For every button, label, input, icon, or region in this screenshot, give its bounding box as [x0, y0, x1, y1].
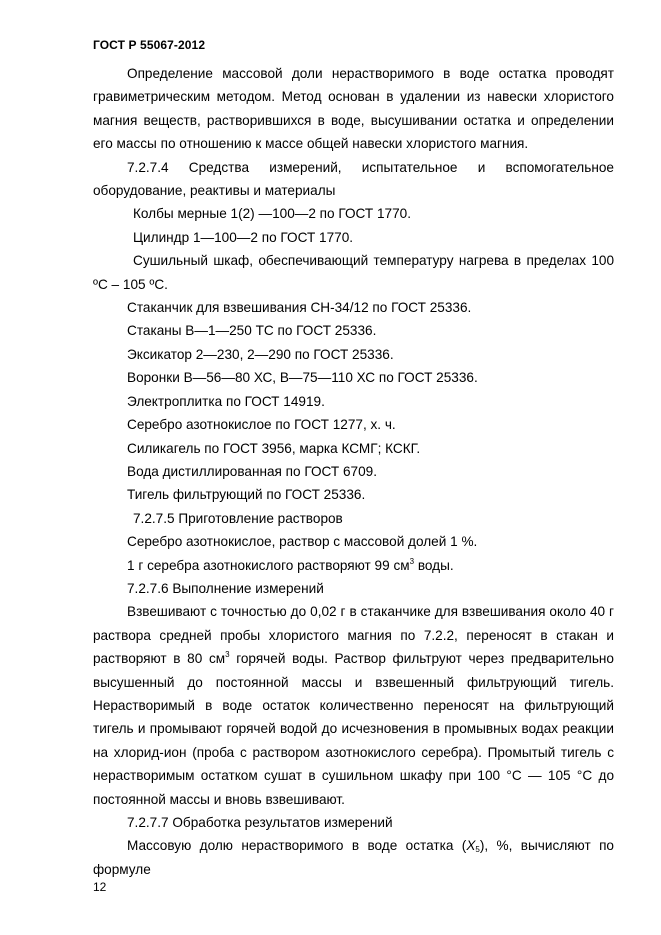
equipment-item: Эксикатор 2—230, 2—290 по ГОСТ 25336.: [127, 346, 394, 362]
solution-line: Серебро азотнокислое, раствор с массовой долей 1 %.: [127, 534, 478, 550]
measurement-paragraph: [93, 600, 614, 811]
solution-text: воды.: [414, 557, 454, 573]
heading-word: 7.2.7.4: [127, 159, 169, 175]
calc-text: Массовую долю нерастворимого в воде остатка (: [127, 838, 467, 854]
heading-word: измерений,: [269, 159, 342, 175]
page-number: 12: [93, 880, 107, 894]
equipment-item: Электроплитка по ГОСТ 14919.: [127, 393, 325, 409]
equipment-item: Воронки В—56—80 ХС, В—75—110 ХС по ГОСТ 25336.: [127, 370, 478, 386]
solution-text: 1 г серебра азотнокислого растворяют 99 см: [127, 557, 410, 573]
heading-word: испытательное: [361, 159, 458, 175]
calc-text: ), %, вычисляют по формуле: [93, 838, 614, 877]
measurement-text: Взвешивают с точностью до 0,02 г в стаканчике для взвешивания около 40 г раствора средней пробы хлористого магния по 7.2.2, переносят в стакан и растворяют в 80 см: [93, 604, 614, 667]
document-body: [93, 62, 614, 881]
equipment-item-oven: Сушильный шкаф, обеспечивающий температуру нагрева в пределах 100 ºС – 105 ºС.: [93, 253, 614, 292]
equipment-item: Силикагель по ГОСТ 3956, марка КСМГ; КСКГ.: [127, 440, 421, 456]
intro-paragraph: Определение массовой доли нерастворимого в воде остатка проводят гравиметрическим методом. Метод основан в удалении из навески хлористого магния веществ, растворившихся в воде, высушивании остатка и определении его массы по отношению к массе общей навески хлористого магния.: [93, 66, 614, 152]
section-7276-heading: 7.2.7.6 Выполнение измерений: [127, 580, 324, 596]
variable-x: X: [466, 838, 476, 854]
calculation-paragraph: [93, 834, 614, 881]
equipment-item: Стаканы В—1—250 ТС по ГОСТ 25336.: [127, 323, 377, 339]
equipment-item: Тигель фильтрующий по ГОСТ 25336.: [127, 487, 366, 503]
superscript: 3: [409, 556, 415, 566]
equipment-item: Серебро азотнокислое по ГОСТ 1277, х. ч.: [127, 417, 396, 433]
section-7274-heading: [93, 156, 614, 179]
document-header: ГОСТ Р 55067-2012: [93, 38, 206, 52]
section-7275-heading: 7.2.7.5 Приготовление растворов: [133, 510, 343, 526]
measurement-text: горячей воды. Раствор фильтруют через предварительно высушенный до постоянной массы и взвешенный фильтрующий тигель. Нерастворимый в воде остаток количественно переносят на фильтрующий тигель и промывают горячей водой до исчезновения в промывных водах реакции на хлорид-ион (проба с раствором азотнокислого серебра). Промытый тигель с нерастворимым остатком сушат в сушильном шкафу при 100 °С — 105 °С до постоянной массы и вновь взвешивают.: [93, 651, 614, 807]
solution-preparation: [93, 554, 614, 577]
section-7274-heading-cont: оборудование, реактивы и материалы: [93, 183, 336, 199]
section-7277-heading: 7.2.7.7 Обработка результатов измерений: [127, 815, 393, 830]
equipment-item: Вода дистиллированная по ГОСТ 6709.: [127, 463, 377, 479]
superscript: 3: [225, 650, 230, 660]
equipment-item: Стаканчик для взвешивания СН-34/12 по ГОСТ 25336.: [127, 300, 472, 316]
heading-word: вспомогательное: [505, 159, 614, 175]
heading-word: и: [477, 159, 486, 175]
equipment-item: Цилиндр 1—100—2 по ГОСТ 1770.: [133, 229, 354, 245]
heading-word: Средства: [188, 159, 250, 175]
equipment-item: Колбы мерные 1(2) —100—2 по ГОСТ 1770.: [133, 206, 412, 222]
subscript: 5: [475, 845, 480, 855]
